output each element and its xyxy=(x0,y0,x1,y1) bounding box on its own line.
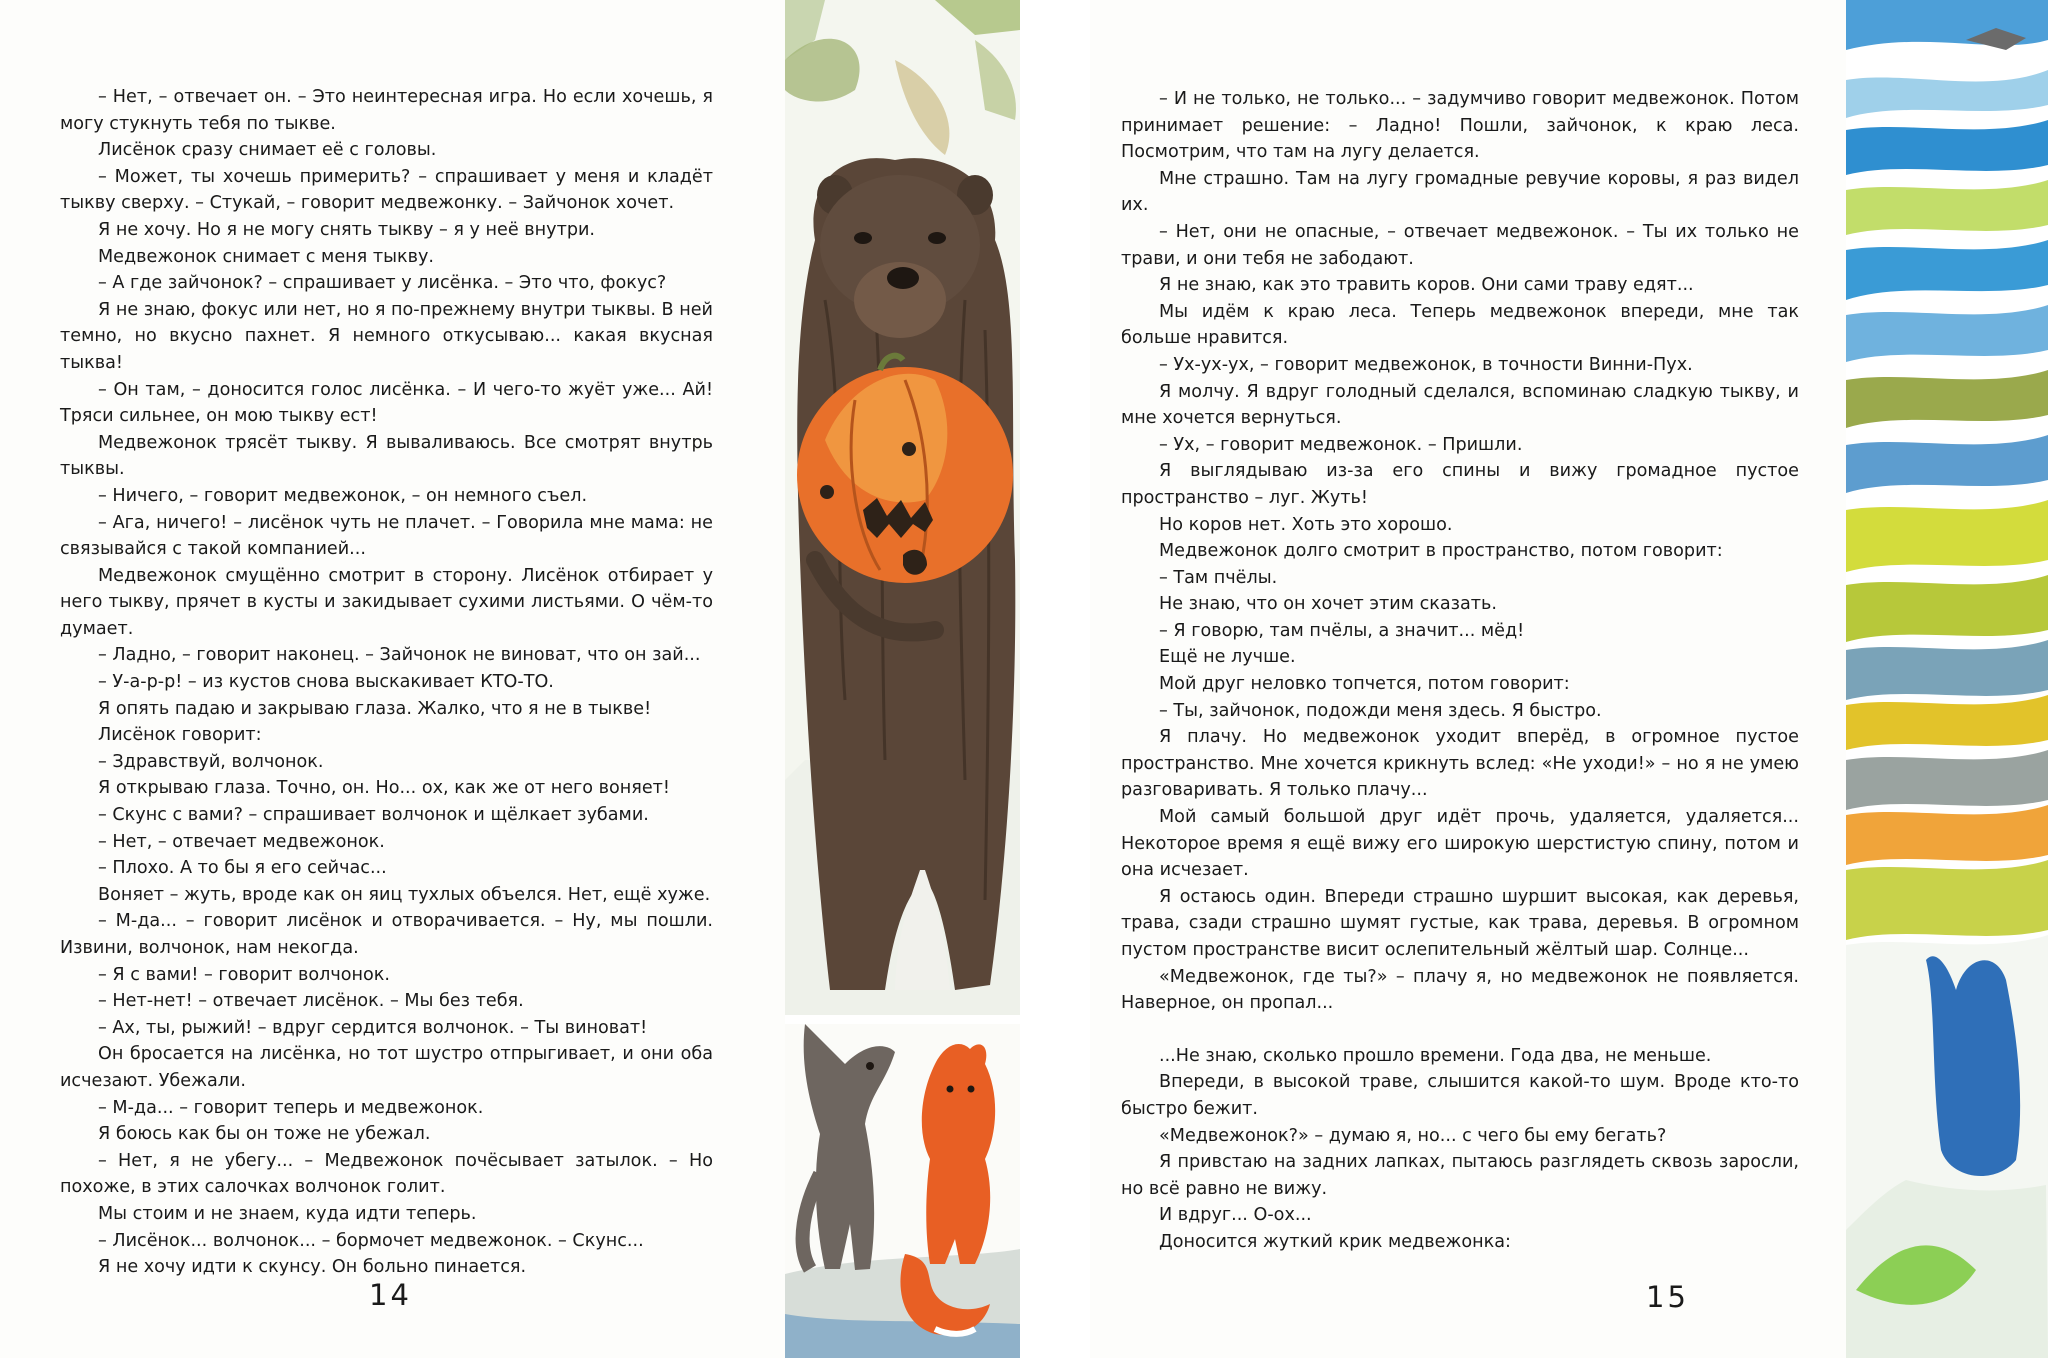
paragraph: Воняет – жуть, вроде как он яиц тухлых объелся. Нет, ещё хуже. xyxy=(98,884,711,905)
paragraph: – Плохо. А то бы я его сейчас... xyxy=(98,858,387,879)
paragraph: Он бросается на лисёнка, но тот шустро отпрыгивает, и они оба исчезают. Убежали. xyxy=(60,1044,713,1091)
wolf-and-fox-illustration xyxy=(785,1024,1020,1358)
paragraph: Медвежонок трясёт тыкву. Я вываливаюсь. Все смотрят внутрь тыквы. xyxy=(60,432,713,480)
right-page-text xyxy=(1121,86,1799,1256)
paragraph: – Ты, зайчонок, подожди меня здесь. Я быстро. xyxy=(1159,700,1602,721)
paragraph: Я выглядываю из-за его спины и вижу громадное пустое пространство – луг. Жуть! xyxy=(1121,461,1799,508)
bear-with-pumpkin-illustration xyxy=(785,0,1020,1015)
paragraph: Я молчу. Я вдруг голодный сделался, вспоминаю сладкую тыкву, и мне хочется вернуться. xyxy=(1121,381,1799,429)
paragraph: – Я говорю, там пчёлы, а значит... мёд! xyxy=(1159,620,1525,641)
paragraph: – Нет-нет! – отвечает лисёнок. – Мы без тебя. xyxy=(98,991,524,1012)
paragraph: – Ничего, – говорит медвежонок, – он немного съел. xyxy=(98,485,588,506)
paragraph: Я плачу. Но медвежонок уходит вперёд, в огромное пустое пространство. Мне хочется крикнуть вслед: «Не уходи!» – но я не умею разговаривать. Я только плачу... xyxy=(1121,727,1799,801)
paragraph: Я опять падаю и закрываю глаза. Жалко, что я не в тыкве! xyxy=(98,698,652,719)
paragraph: Я привстаю на задних лапках, пытаюсь разглядеть сквозь заросли, но всё равно не вижу. xyxy=(1121,1152,1799,1199)
paragraph: – И не только, не только... – задумчиво говорит медвежонок. Потом принимает решение: – Ладно! Пошли, зайчонок, к краю леса. Посмотрим, что там на лугу делается. xyxy=(1121,89,1799,163)
paragraph: – Ладно, – говорит наконец. – Зайчонок не виноват, что он зай... xyxy=(98,645,701,666)
left-page-text xyxy=(60,84,713,1281)
paragraph: Я не знаю, как это травить коров. Они сами траву едят... xyxy=(1159,275,1694,296)
paragraph: Мой самый большой друг идёт прочь, удаляется, удаляется... Некоторое время я ещё вижу его широкую шерстистую спину, потом и она исчезает. xyxy=(1121,807,1799,881)
paragraph: Медвежонок снимает с меня тыкву. xyxy=(98,246,434,267)
paragraph: – Может, ты хочешь примерить? – спрашивает у меня и кладёт тыкву сверху. – Стукай, – говорит медвежонку. – Зайчонок хочет. xyxy=(60,166,713,214)
paragraph: – М-да... – говорит теперь и медвежонок. xyxy=(98,1097,484,1118)
paragraph: Впереди, в высокой траве, слышится какой-то шум. Вроде кто-то быстро бежит. xyxy=(1121,1072,1799,1119)
paragraph: – М-да... – говорит лисёнок и отворачивается. – Ну, мы пошли. Извини, волчонок, нам некогда. xyxy=(60,911,713,958)
paragraph: – Ах, ты, рыжий! – вдруг сердится волчонок. – Ты виноват! xyxy=(98,1017,648,1038)
paragraph: Мы идём к краю леса. Теперь медвежонок впереди, мне так больше нравится. xyxy=(1121,301,1799,349)
paragraph: – Нет, – отвечает он. – Это неинтересная игра. Но если хочешь, я могу стукнуть тебя по тыкве. xyxy=(60,87,713,134)
paragraph: – У-а-р-р! – из кустов снова выскакивает КТО-ТО. xyxy=(98,672,554,693)
paragraph: – Там пчёлы. xyxy=(1159,567,1278,588)
paragraph: – Ага, ничего! – лисёнок чуть не плачет. – Говорила мне мама: не связывайся с такой компанией... xyxy=(60,512,713,560)
paragraph: – Нет, – отвечает медвежонок. xyxy=(98,831,385,852)
paragraph: Я открываю глаза. Точно, он. Но... ох, как же от него воняет! xyxy=(98,778,670,799)
paragraph: Лисёнок сразу снимает её с головы. xyxy=(98,140,437,161)
paragraph: «Медвежонок?» – думаю я, но... с чего бы ему бегать? xyxy=(1159,1125,1667,1146)
paragraph: Я не знаю, фокус или нет, но я по-прежнему внутри тыквы. В ней темно, но вкусно пахнет. Я немного откусываю... какая вкусная тыква! xyxy=(60,299,713,373)
paragraph: Я не хочу идти к скунсу. Он больно пинается. xyxy=(98,1257,527,1278)
paragraph: – Он там, – доносится голос лисёнка. – И чего-то жуёт уже... Ай! Тряси сильнее, он мою тыкву ест! xyxy=(60,379,713,427)
paragraph: И вдруг... О-ох... xyxy=(1159,1205,1312,1226)
paragraph: – Ух, – говорит медвежонок. – Пришли. xyxy=(1159,434,1523,455)
paragraph: – Здравствуй, волчонок. xyxy=(98,751,324,772)
paragraph: Не знаю, что он хочет этим сказать. xyxy=(1159,594,1498,615)
paragraph: Я не хочу. Но я не могу снять тыкву – я у неё внутри. xyxy=(98,219,596,240)
paragraph: Доносится жуткий крик медвежонка: xyxy=(1159,1231,1511,1252)
paragraph: ...Не знаю, сколько прошло времени. Года два, не меньше. xyxy=(1159,1045,1712,1066)
meadow-stripes-illustration xyxy=(1846,0,2048,1358)
paragraph: Я остаюсь один. Впереди страшно шуршит высокая, как деревья, трава, сзади страшно шумят густые, как трава, деревья. В огромном пустом пространстве висит ослепительный жёлтый шар. Солнце... xyxy=(1121,886,1799,960)
paragraph: – Лисёнок... волчонок... – бормочет медвежонок. – Скунс... xyxy=(98,1230,644,1251)
paragraph: Но коров нет. Хоть это хорошо. xyxy=(1159,514,1453,535)
paragraph: – А где зайчонок? – спрашивает у лисёнка. – Это что, фокус? xyxy=(98,273,667,294)
left-page xyxy=(0,0,785,1358)
paragraph: – Скунс с вами? – спрашивает волчонок и щёлкает зубами. xyxy=(98,805,649,826)
paragraph: – Я с вами! – говорит волчонок. xyxy=(98,964,390,985)
paragraph: Ещё не лучше. xyxy=(1159,647,1296,668)
paragraph: Мне страшно. Там на лугу громадные ревучие коровы, я раз видел их. xyxy=(1121,168,1799,216)
paragraph: Мой друг неловко топчется, потом говорит: xyxy=(1159,674,1570,695)
paragraph: Лисёнок говорит: xyxy=(98,725,262,746)
paragraph: Мы стоим и не знаем, куда идти теперь. xyxy=(98,1203,477,1224)
paragraph: Я боюсь как бы он тоже не убежал. xyxy=(98,1124,431,1145)
page-number: 14 xyxy=(369,1278,412,1312)
paragraph: – Ух-ух-ух, – говорит медвежонок, в точности Винни-Пух. xyxy=(1159,354,1693,375)
paragraph: Медвежонок смущённо смотрит в сторону. Лисёнок отбирает у него тыкву, прячет в кусты и закидывает сухими листьями. О чём-то думает. xyxy=(60,565,713,639)
paragraph: – Нет, я не убегу... – Медвежонок почёсывает затылок. – Но похоже, в этих салочках волчонок голит. xyxy=(60,1150,713,1198)
paragraph: «Медвежонок, где ты?» – плачу я, но медвежонок не появляется. Наверное, он пропал... xyxy=(1121,966,1799,1014)
paragraph: Медвежонок долго смотрит в пространство, потом говорит: xyxy=(1159,541,1723,562)
page-number: 15 xyxy=(1646,1280,1689,1314)
paragraph: – Нет, они не опасные, – отвечает медвежонок. – Ты их только не трави, и они тебя не забодают. xyxy=(1121,221,1799,269)
